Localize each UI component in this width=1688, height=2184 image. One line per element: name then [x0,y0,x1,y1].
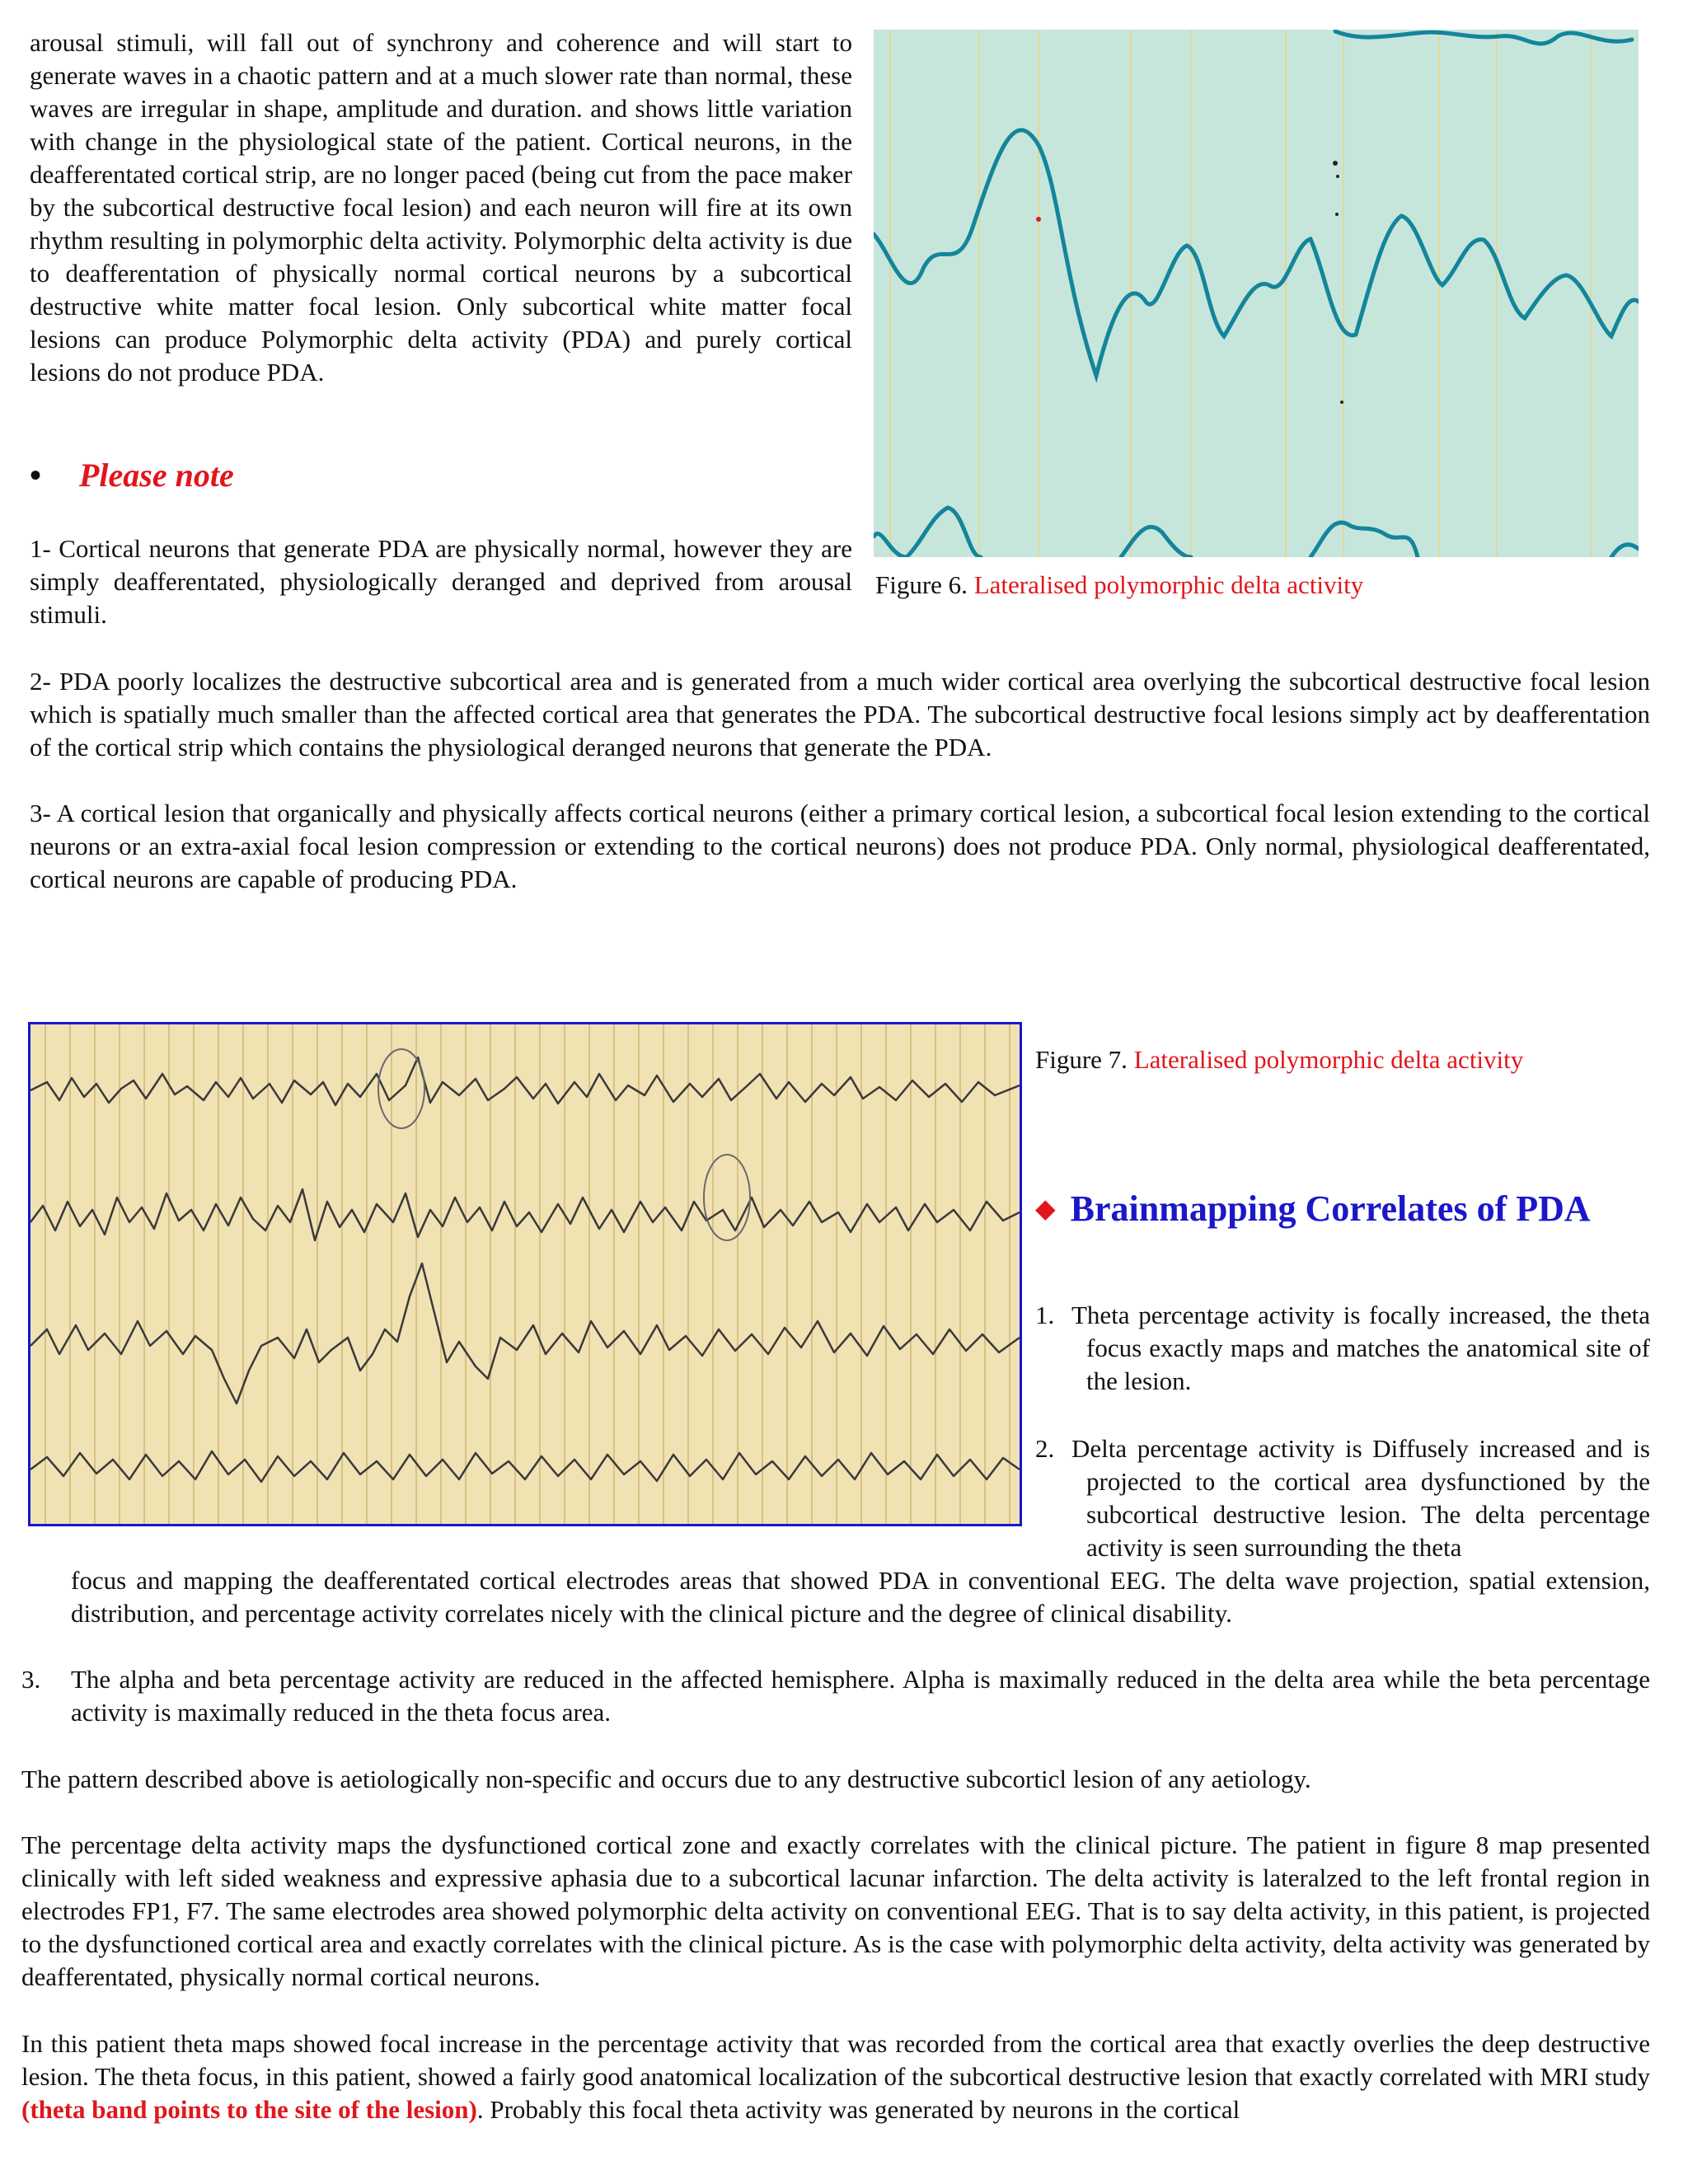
please-note-title: Please note [79,457,234,494]
theta-paragraph-text: In this patient theta maps showed focal increase in the percentage activity that was recorded from the cortical area that exactly overlies the deep destructive lesion. The theta focus, in this patient, showed a fairly good anatomical localization of the subcortical destructive lesion that exactly correlated with MRI study [21,2029,1650,2091]
note-1: 1- Cortical neurons that generate PDA are physically normal, however they are simply deafferentated, physiologically deranged and deprived from arousal stimuli. [30,534,852,629]
delta-paragraph: The percentage delta activity maps the dysfunctioned cortical zone and exactly correlates with the clinical picture. The patient in figure 8 map presented clinically with left sided weakness and expressive aphasia due to a subcortical lacunar infarction. The delta activity is lateralzed to the left frontal region in electrodes FP1, F7. The same electrodes area showed polymorphic delta activity on conventional EEG. That is to say delta activity, in this patient, is projected to the dysfunctioned cortical area and exactly correlates with the clinical picture. As is the case with polymorphic delta activity, delta activity was generated by deafferentated, physically normal cortical neurons. [21,1830,1650,1991]
correlates-item-1 [1035,1299,1650,1398]
section-title: Brainmapping Correlates of PDA [1070,1188,1591,1229]
intro-paragraph: arousal stimuli, will fall out of synchrony and coherence and will start to generate waves in a chaotic pattern and at a much slower rate than normal, these waves are irregular in shape, amplitude and duration. and shows little variation with change in the physiological state of the patient. Cortical neurons, in the deafferentated cortical strip, are no longer paced (being cut from the pace maker by the subcortical destructive focal lesion) and each neuron will fire at its own rhythm resulting in polymorphic delta activity. Polymorphic delta activity is due to deafferentation of physically normal cortical neurons by a subcortical destructive white matter focal lesion. Only subcortical white matter focal lesions can produce Polymorphic delta activity (PDA) and purely cortical lesions do not produce PDA. [30,28,852,387]
figure-6-eeg-image [874,30,1639,557]
figure-6-label: Figure 6. [875,570,968,599]
note-3: 3- A cortical lesion that organically and physically affects cortical neurons (either a primary cortical lesion, a subcortical focal lesion extending to the cortical neurons or an extra-axial focal lesion compression or extending to the cortical neurons) does not produce PDA. Only normal, physiological deafferentated, cortical neurons are capable of producing PDA. [30,799,1650,893]
theta-paragraph [21,2027,1650,2126]
theta-paragraph-text-end: . Probably this focal theta activity was generated by neurons in the cortical [476,2095,1240,2124]
figure-7-caption [1035,1043,1523,1076]
diamond-bullet-icon: ◆ [1035,1193,1056,1223]
figure-6-caption [875,569,1363,602]
item-3-text: The alpha and beta percentage activity are reduced in the affected hemisphere. Alpha is maximally reduced in the delta area while the beta percentage activity is maximally reduced in the theta focus area. [71,1665,1650,1727]
section-heading [1035,1185,1591,1232]
item-2-number: 2. [1035,1434,1055,1463]
figure-7-caption-text: Lateralised polymorphic delta activity [1133,1045,1524,1074]
correlates-item-2 [1035,1432,1650,1564]
note-2: 2- PDA poorly localizes the destructive subcortical area and is generated from a much wider cortical area overlying the subcortical destructive focal lesion which is spatially much smaller than the affected cortical area that generates the PDA. The subcortical destructive focal lesions simply act by deafferentation of the cortical strip which contains the physiological deranged neurons that generate the PDA. [30,667,1650,762]
item-2-text-a: Delta percentage activity is Diffusely increased and is projected to the cortical area dysfunctioned by the subcortical destructive lesion. The delta percentage activity is seen surrounding the theta [1071,1434,1650,1562]
item-1-number: 1. [1035,1301,1055,1329]
correlates-item-3 [21,1663,1650,1729]
figure-6-caption-text: Lateralised polymorphic delta activity [973,570,1364,599]
figure-7-label: Figure 7. [1035,1045,1128,1074]
please-note-heading [30,455,234,496]
please-note-bullet: • [30,457,42,494]
pattern-paragraph: The pattern described above is aetiologically non-specific and occurs due to any destructive subcorticl lesion of any aetiology. [21,1765,1311,1793]
theta-paragraph-highlight: (theta band points to the site of the lesion) [21,2095,477,2124]
correlates-item-2-continued: focus and mapping the deafferentated cortical electrodes areas that showed PDA in conventional EEG. The delta wave projection, spatial extension, distribution, and percentage activity correlates nicely with the clinical picture and the degree of clinical disability. [71,1566,1650,1628]
figure-7-eeg-image [28,1022,1022,1526]
item-3-number: 3. [21,1665,41,1694]
item-1-text: Theta percentage activity is focally increased, the theta focus exactly maps and matches the anatomical site of the lesion. [1071,1301,1650,1395]
